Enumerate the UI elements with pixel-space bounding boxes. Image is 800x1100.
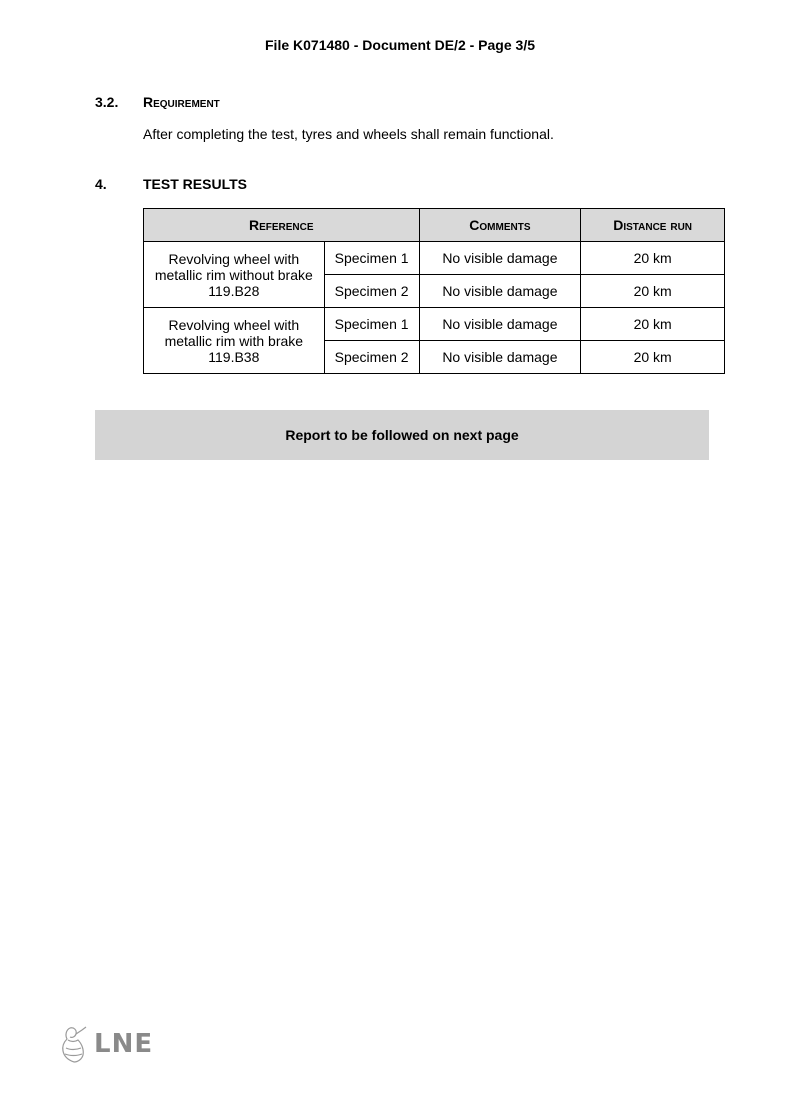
section-title: Requirement: [143, 94, 220, 110]
specimen-cell: Specimen 1: [324, 308, 419, 341]
results-table: [143, 208, 725, 374]
reference-cell: Revolving wheel with metallic rim without brake 119.B28: [144, 242, 325, 308]
reference-cell: Revolving wheel with metallic rim with brake 119.B38: [144, 308, 325, 374]
comment-cell: No visible damage: [419, 308, 581, 341]
table-row: [144, 308, 725, 341]
distance-cell: 20 km: [581, 242, 725, 275]
table-row: [144, 242, 725, 275]
lne-logo: [56, 1024, 153, 1064]
header-comments: Comments: [419, 209, 581, 242]
table-header-row: [144, 209, 725, 242]
distance-cell: 20 km: [581, 275, 725, 308]
section-number: 3.2.: [95, 94, 119, 110]
distance-cell: 20 km: [581, 308, 725, 341]
specimen-cell: Specimen 2: [324, 275, 419, 308]
header-reference: Reference: [144, 209, 420, 242]
logo-text: LNE: [94, 1029, 154, 1059]
section-title: TEST RESULTS: [143, 176, 247, 192]
continuation-banner: Report to be followed on next page: [95, 410, 709, 460]
specimen-cell: Specimen 2: [324, 341, 419, 374]
lne-figure-icon: [56, 1024, 92, 1064]
header-distance: Distance run: [581, 209, 725, 242]
distance-cell: 20 km: [581, 341, 725, 374]
requirement-text: After completing the test, tyres and wheels shall remain functional.: [143, 126, 554, 142]
comment-cell: No visible damage: [419, 275, 581, 308]
section-number: 4.: [95, 176, 107, 192]
comment-cell: No visible damage: [419, 341, 581, 374]
comment-cell: No visible damage: [419, 242, 581, 275]
specimen-cell: Specimen 1: [324, 242, 419, 275]
page-header: File K071480 - Document DE/2 - Page 3/5: [265, 37, 535, 53]
